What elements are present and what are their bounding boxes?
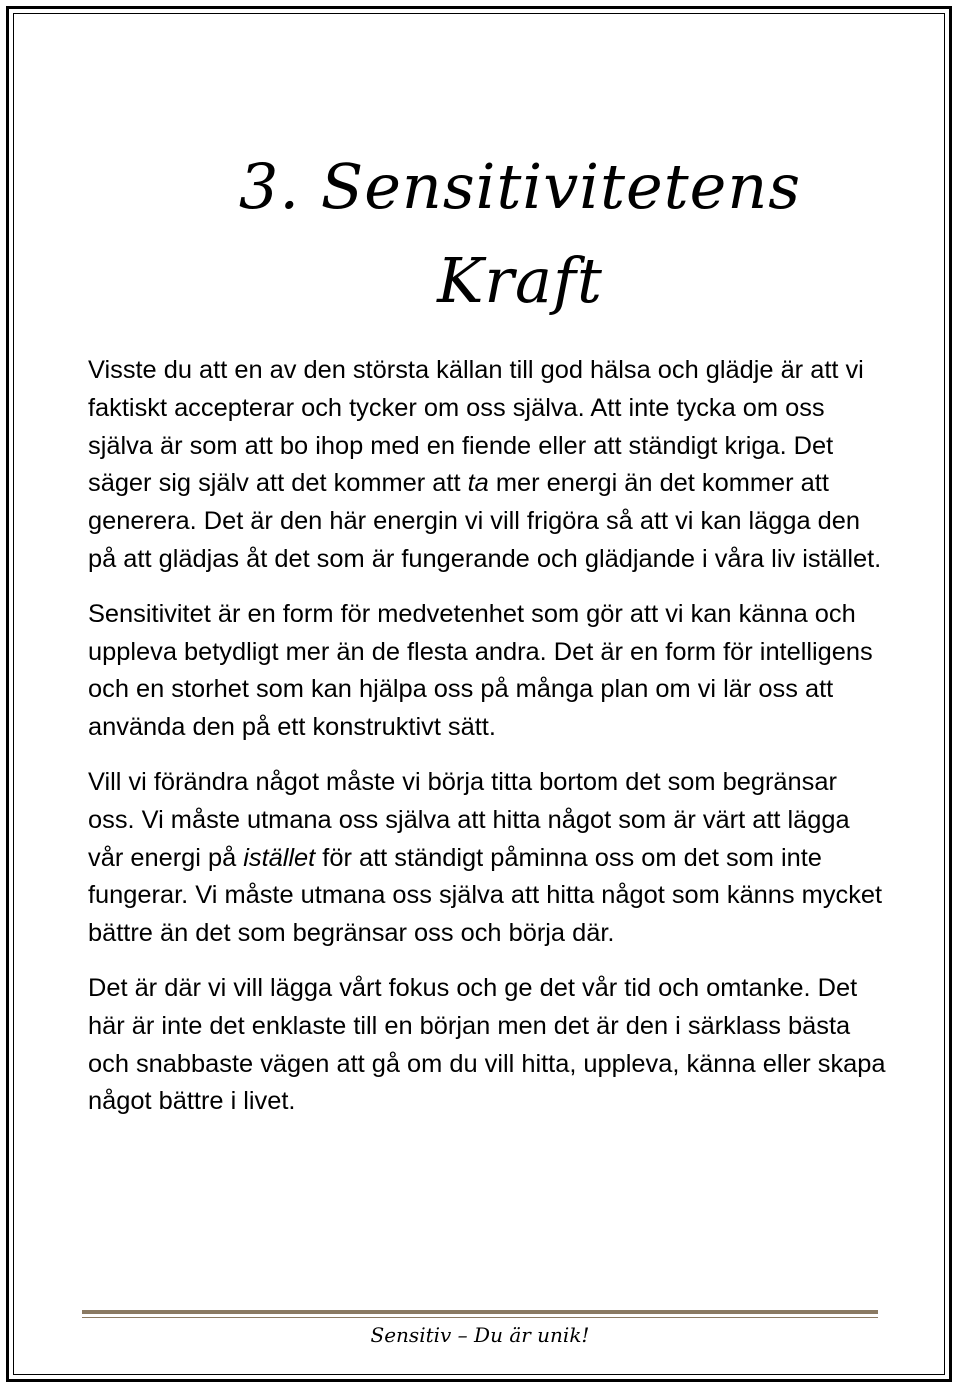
paragraph-1-part-2: mer energi än det kommer att generera. Det är den här energin vi vill frigöra så att vi kan lägga den på att glädjas åt det som är fungerande och glädjande i våra liv istället. xyxy=(88,469,882,573)
chapter-title xyxy=(200,140,840,328)
body-text xyxy=(88,352,888,1138)
paragraph-3 xyxy=(88,764,888,953)
paragraph-1-emphasis: ta xyxy=(467,469,489,498)
paragraph-3-part-2: för att ständigt påminna oss om det som inte fungerar. Vi måste utmana oss själva att hitta något som känns mycket bättre än det som begränsar oss och börja där. xyxy=(88,843,883,948)
paragraph-3-emphasis: istället xyxy=(243,843,316,872)
footer-rule-thin xyxy=(82,1317,878,1318)
footer-tagline: Sensitiv – Du är unik! xyxy=(370,1323,590,1347)
paragraph-1 xyxy=(88,352,888,579)
footer-rule-thick xyxy=(82,1310,878,1314)
paragraph-2: Sensitivitet är en form för medvetenhet som gör att vi kan känna och uppleva betydligt mer än de flesta andra. Det är en form för intelligens och en storhet som kan hjälpa oss på många plan om vi lär oss att använda den på ett konstruktivt sätt. xyxy=(88,599,873,742)
chapter-title-line-1: 3. Sensitivitetens xyxy=(238,150,802,223)
paragraph-4: Det är där vi vill lägga vårt fokus och ge det vår tid och omtanke. Det här är inte det enklaste till en början men det är den i särklass bästa och snabbaste vägen att gå om du vill hitta, uppleva, känna eller skapa något bättre i livet. xyxy=(88,973,886,1116)
paragraph-1-part-1: Visste du att en av den största källan till god hälsa och glädje är att vi faktiskt accepterar och tycker om oss själva. Att inte tycka om oss själva är som att bo ihop med en fiende eller att ständigt kriga. Det säger sig själv att det kommer att xyxy=(88,356,864,498)
chapter-title-line-2: Kraft xyxy=(437,244,603,317)
paragraph-3-part-1: Vill vi förändra något måste vi börja titta bortom det som begränsar oss. Vi måste utmana oss själva att hitta något som är värt att lägga vår energi på xyxy=(88,767,850,872)
